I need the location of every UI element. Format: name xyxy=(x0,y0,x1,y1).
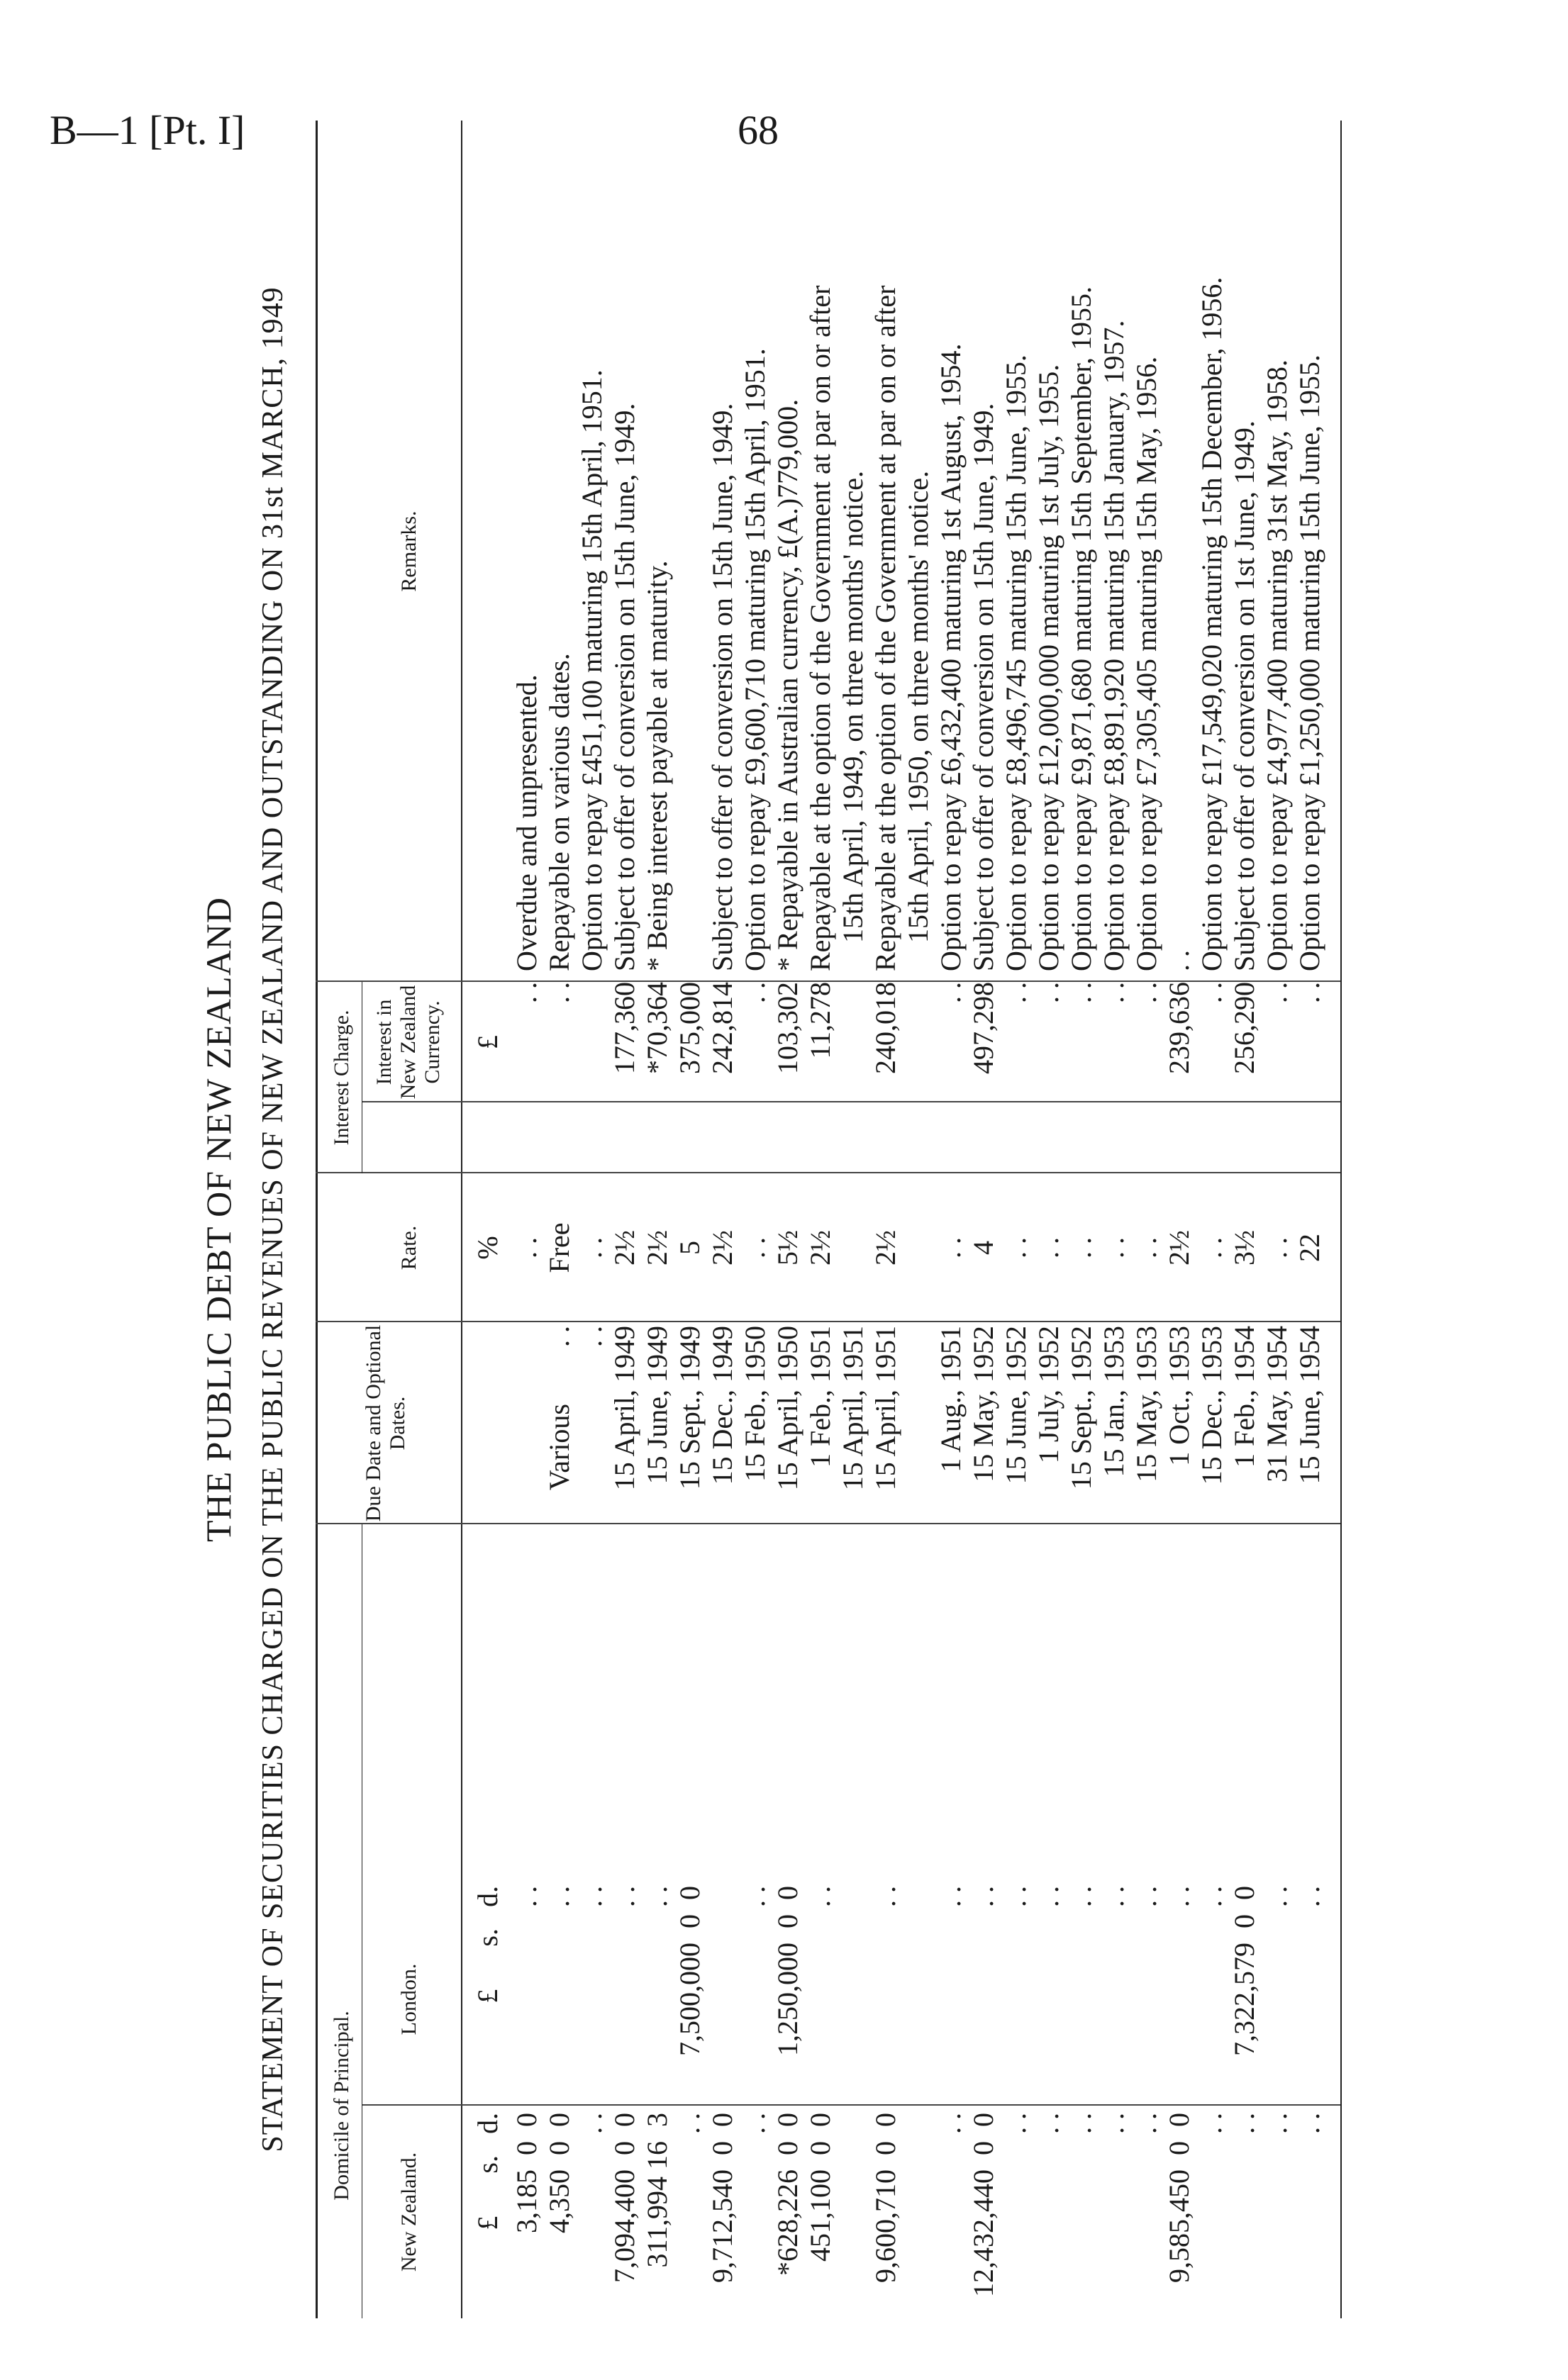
interest-cell: . . xyxy=(1065,982,1097,1003)
interest-cell: . . xyxy=(511,982,543,1003)
due-date-cell: 1 Aug., 1951 xyxy=(935,1326,967,1473)
due-date-cell: 15 April, 1951 xyxy=(869,1326,901,1491)
remarks-cell: Repayable at the option of the Government at par on or after xyxy=(804,285,836,971)
interest-cell: . . xyxy=(1261,982,1293,1003)
rate-cell: 22 xyxy=(1294,1234,1325,1262)
london-principal-cell: . . xyxy=(641,1886,673,1907)
remarks-cell: 15th April, 1949, on three months' notice. xyxy=(837,470,869,971)
london-principal-cell: . . xyxy=(1065,1886,1097,1907)
table-row xyxy=(1261,121,1294,2318)
table-row xyxy=(1294,121,1326,2318)
nz-principal-cell: 7,094,400 0 0 xyxy=(608,2113,640,2283)
nz-principal-cell: . . xyxy=(1261,2113,1293,2134)
due-date-cell: 15 June, 1952 xyxy=(1000,1326,1032,1485)
remarks-cell: . . xyxy=(1163,950,1195,971)
remarks-cell: Option to repay £6,432,400 maturing 1st August, 1954. xyxy=(935,343,967,971)
table-row xyxy=(608,121,641,2318)
london-principal-cell: . . xyxy=(1163,1886,1195,1907)
remarks-cell: Subject to offer of conversion on 15th June, 1949. xyxy=(967,403,999,971)
interest-unit-label: £ xyxy=(472,1035,504,1049)
rate-cell: 2½ xyxy=(641,1230,673,1266)
remarks-cell: Repayable on various dates. xyxy=(543,653,575,971)
nz-principal-cell: . . xyxy=(674,2113,706,2134)
table-row xyxy=(837,121,869,2318)
table-row xyxy=(641,121,674,2318)
nz-principal-cell: 4,350 0 0 xyxy=(543,2113,575,2233)
london-principal-cell: . . xyxy=(1098,1886,1130,1907)
nz-unit-label: £ s. d. xyxy=(472,2113,504,2230)
remarks-cell: Option to repay £12,000,000 maturing 1st July, 1955. xyxy=(1033,364,1064,971)
header-bottom-rule xyxy=(461,121,462,2318)
table-row xyxy=(674,121,706,2318)
table-row xyxy=(935,121,967,2318)
london-principal-cell: . . xyxy=(511,1886,543,1907)
due-date-cell: 1 Feb., 1954 xyxy=(1228,1326,1260,1468)
domicile-header: Domicile of Principal. xyxy=(330,2011,353,2201)
due-date-cell: 15 Jan., 1953 xyxy=(1098,1326,1130,1477)
remarks-cell: Overdue and unpresented. xyxy=(511,674,543,971)
rate-cell: . . xyxy=(1000,1237,1032,1258)
due-date-cell: 15 Dec., 1953 xyxy=(1196,1326,1228,1485)
table-row xyxy=(1196,121,1228,2318)
table-row xyxy=(967,121,1000,2318)
nz-principal-cell: . . xyxy=(1033,2113,1064,2134)
rotated-table-page xyxy=(199,121,1489,2318)
due-date-cell: 15 June, 1949 xyxy=(641,1326,673,1485)
table-row xyxy=(706,121,739,2318)
due-date-cell: Various . . xyxy=(543,1326,575,1491)
interest-cell: 497,298 xyxy=(967,982,999,1074)
rate-cell: . . xyxy=(739,1237,771,1258)
london-principal-cell: . . xyxy=(967,1886,999,1907)
interest-cell: 239,636 xyxy=(1163,982,1195,1074)
due-date-cell: 15 Feb., 1950 xyxy=(739,1326,771,1482)
nz-principal-cell: . . xyxy=(935,2113,967,2134)
interest-cell: . . xyxy=(935,982,967,1003)
interest-cell: 242,814 xyxy=(706,982,738,1074)
table-row xyxy=(1065,121,1098,2318)
table-row xyxy=(543,121,576,2318)
rate-cell: . . xyxy=(1196,1237,1228,1258)
interest-cell: 11,278 xyxy=(804,982,836,1059)
interest-cell: 177,360 xyxy=(608,982,640,1074)
rate-cell: . . xyxy=(935,1237,967,1258)
interest-cell: . . xyxy=(1000,982,1032,1003)
interest-nz-header: Interest in New Zealand Currency. xyxy=(372,985,444,1100)
london-principal-cell: . . xyxy=(1294,1886,1325,1907)
remarks-cell: * Repayable in Australian currency, £(A.)779,000. xyxy=(772,398,804,971)
table-row xyxy=(511,121,543,2318)
rate-cell: Free xyxy=(543,1222,575,1273)
remarks-cell: Option to repay £7,305,405 maturing 15th May, 1956. xyxy=(1130,356,1162,971)
due-date-cell: 15 April, 1949 xyxy=(608,1326,640,1491)
remarks-cell: Option to repay £8,891,920 maturing 15th January, 1957. xyxy=(1098,320,1130,971)
table-row xyxy=(1098,121,1130,2318)
rate-cell: 5½ xyxy=(772,1230,804,1266)
london-principal-cell: 1,250,000 0 0 xyxy=(772,1886,804,2056)
london-principal-cell: . . xyxy=(935,1886,967,1907)
due-date-cell: 1 Feb., 1951 xyxy=(804,1326,836,1468)
rate-cell: . . xyxy=(1033,1237,1064,1258)
nz-principal-cell: . . xyxy=(1098,2113,1130,2134)
nz-principal-cell: . . xyxy=(1000,2113,1032,2134)
remarks-cell: * Being interest payable at maturity. xyxy=(641,560,673,971)
table-row xyxy=(869,121,902,2318)
remarks-cell: Repayable at the option of the Government at par on or after xyxy=(869,285,901,971)
interest-cell: *70,364 xyxy=(641,982,673,1074)
table-row xyxy=(804,121,837,2318)
london-principal-cell: . . xyxy=(1196,1886,1228,1907)
rate-cell: . . xyxy=(576,1237,608,1258)
rate-cell: . . xyxy=(1261,1237,1293,1258)
interest-charge-header: Interest Charge. xyxy=(330,1010,353,1146)
nz-principal-cell: 311,994 16 3 xyxy=(641,2113,673,2268)
interest-cell: 103,302 xyxy=(772,982,804,1074)
nz-principal-cell: . . xyxy=(1130,2113,1162,2134)
london-principal-cell: . . xyxy=(1130,1886,1162,1907)
london-principal-cell: . . xyxy=(804,1886,836,1907)
due-date-cell: 15 Sept., 1949 xyxy=(674,1326,706,1490)
due-date-cell: 15 April, 1951 xyxy=(837,1326,869,1491)
nz-principal-cell: 12,432,440 0 0 xyxy=(967,2113,999,2297)
due-date-cell: 1 Oct., 1953 xyxy=(1163,1326,1195,1466)
remarks-cell: Subject to offer of conversion on 1st June, 1949. xyxy=(1228,420,1260,971)
remarks-header: Remarks. xyxy=(397,510,421,592)
due-date-cell: 15 May, 1953 xyxy=(1130,1326,1162,1482)
interest-cell: . . xyxy=(1196,982,1228,1003)
rate-cell: 2½ xyxy=(869,1230,901,1266)
interest-cell: 256,290 xyxy=(1228,982,1260,1074)
remarks-cell: Subject to offer of conversion on 15th June, 1949. xyxy=(706,403,738,971)
due-date-cell: 15 May, 1952 xyxy=(967,1326,999,1482)
rate-cell: . . xyxy=(1098,1237,1130,1258)
table-top-rule xyxy=(316,121,318,2318)
remarks-cell: Option to repay £9,600,710 maturing 15th April, 1951. xyxy=(739,348,771,971)
rate-cell: 2½ xyxy=(1163,1230,1195,1266)
due-date-cell: 15 Dec., 1949 xyxy=(706,1326,738,1485)
nz-principal-cell: . . xyxy=(1196,2113,1228,2134)
table-row xyxy=(902,121,935,2318)
rate-cell: 2½ xyxy=(804,1230,836,1266)
due-date-header: Due Date and Optional Dates. xyxy=(362,1324,409,1522)
interest-cell: . . xyxy=(543,982,575,1003)
table-row xyxy=(1130,121,1163,2318)
nz-principal-cell: . . xyxy=(576,2113,608,2134)
table-row xyxy=(1228,121,1261,2318)
interest-cell: . . xyxy=(1098,982,1130,1003)
nz-principal-cell: 9,585,450 0 0 xyxy=(1163,2113,1195,2283)
rate-cell: 3½ xyxy=(1228,1230,1260,1266)
rate-header: Rate. xyxy=(397,1225,421,1270)
london-principal-cell: 7,500,000 0 0 xyxy=(674,1886,706,2056)
rate-cell: 4 xyxy=(967,1241,999,1255)
interest-cell: . . xyxy=(739,982,771,1003)
rate-cell: 2½ xyxy=(608,1230,640,1266)
table-row xyxy=(1000,121,1033,2318)
due-date-cell: 15 June, 1954 xyxy=(1294,1326,1325,1485)
new-zealand-header: New Zealand. xyxy=(397,2152,421,2272)
nz-principal-cell: . . xyxy=(1065,2113,1097,2134)
remarks-cell: Option to repay £17,549,020 maturing 15th December, 1956. xyxy=(1196,276,1228,971)
due-date-cell: 1 July, 1952 xyxy=(1033,1326,1064,1464)
remarks-cell: Option to repay £9,871,680 maturing 15th September, 1955. xyxy=(1065,286,1097,971)
london-principal-cell: . . xyxy=(739,1886,771,1907)
interest-cell: . . xyxy=(1033,982,1064,1003)
due-date-cell: 31 May, 1954 xyxy=(1261,1326,1293,1482)
interest-cell: 375,000 xyxy=(674,982,706,1074)
london-principal-cell: . . xyxy=(1033,1886,1064,1907)
due-date-cell: 15 April, 1950 xyxy=(772,1326,804,1491)
page-reference: B—1 [Pt. I] xyxy=(50,107,245,153)
document-title: THE PUBLIC DEBT OF NEW ZEALAND xyxy=(199,896,238,1543)
interest-cell: . . xyxy=(1130,982,1162,1003)
london-principal-cell: . . xyxy=(543,1886,575,1907)
nz-principal-cell: 9,712,540 0 0 xyxy=(706,2113,738,2283)
due-date-cell: 15 Sept., 1952 xyxy=(1065,1326,1097,1490)
london-principal-cell: . . xyxy=(1261,1886,1293,1907)
remarks-cell: Subject to offer of conversion on 15th June, 1949. xyxy=(608,403,640,971)
remarks-cell: Option to repay £1,250,000 maturing 15th June, 1955. xyxy=(1294,354,1325,971)
london-principal-cell: . . xyxy=(576,1886,608,1907)
nz-principal-cell: *628,226 0 0 xyxy=(772,2113,804,2276)
nz-principal-cell: . . xyxy=(739,2113,771,2134)
due-date-cell: . . xyxy=(576,1326,608,1347)
remarks-cell: Option to repay £451,100 maturing 15th April, 1951. xyxy=(576,369,608,971)
nz-principal-cell: 451,100 0 0 xyxy=(804,2113,836,2262)
london-principal-cell: . . xyxy=(1000,1886,1032,1907)
table-row xyxy=(739,121,772,2318)
remarks-cell: Option to repay £8,496,745 maturing 15th June, 1955. xyxy=(1000,354,1032,971)
london-principal-cell: 7,322,579 0 0 xyxy=(1228,1886,1260,2056)
interest-cell: 240,018 xyxy=(869,982,901,1074)
rate-cell: . . xyxy=(1130,1237,1162,1258)
rate-cell: 5 xyxy=(674,1241,706,1255)
page-number: 68 xyxy=(738,107,779,153)
document-subtitle: STATEMENT OF SECURITIES CHARGED ON THE PUBLIC REVENUES OF NEW ZEALAND AND OUTSTANDING ON 31st MARCH, 1949 xyxy=(257,286,289,2152)
table-row xyxy=(772,121,804,2318)
rate-cell: . . xyxy=(1065,1237,1097,1258)
london-header: London. xyxy=(397,1963,421,2035)
nz-principal-cell: . . xyxy=(1294,2113,1325,2134)
table-row xyxy=(576,121,608,2318)
table-bottom-rule xyxy=(1340,121,1342,2318)
rate-unit-label: % xyxy=(472,1236,504,1260)
nz-principal-cell: 9,600,710 0 0 xyxy=(869,2113,901,2283)
rate-cell: 2½ xyxy=(706,1230,738,1266)
nz-principal-cell: . . xyxy=(1228,2113,1260,2134)
table-row xyxy=(1163,121,1196,2318)
london-principal-cell: . . xyxy=(869,1886,901,1907)
remarks-cell: 15th April, 1950, on three months' notice. xyxy=(902,470,934,971)
nz-principal-cell: 3,185 0 0 xyxy=(511,2113,543,2233)
london-unit-label: £ s. d. xyxy=(472,1886,504,2004)
rate-cell: . . xyxy=(511,1237,543,1258)
remarks-cell: Option to repay £4,977,400 maturing 31st May, 1958. xyxy=(1261,359,1293,971)
interest-cell: . . xyxy=(1294,982,1325,1003)
table-row xyxy=(1033,121,1065,2318)
london-principal-cell: . . xyxy=(608,1886,640,1907)
